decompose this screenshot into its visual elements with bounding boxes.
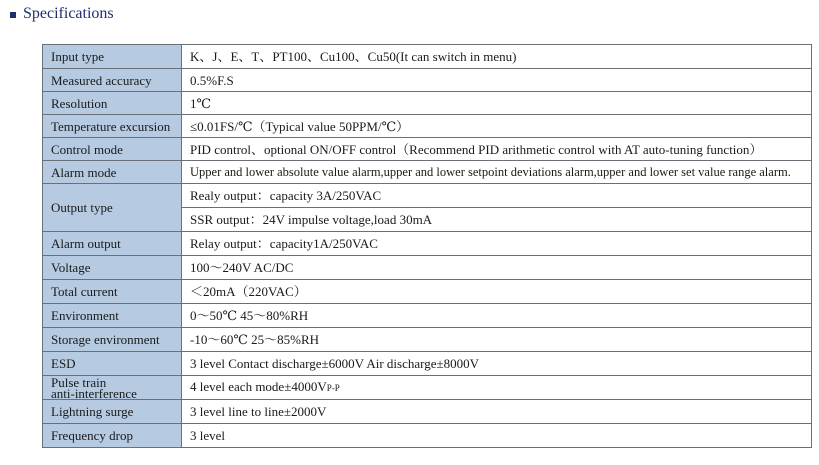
- row-label: ESD: [43, 352, 182, 376]
- row-label: Lightning surge: [43, 400, 182, 424]
- row-value-text: 4 level each mode±4000V: [190, 379, 327, 394]
- row-value: -10～60℃ 25～85%RH: [182, 328, 812, 352]
- row-label: Alarm output: [43, 232, 182, 256]
- table-row: [43, 115, 812, 138]
- table-row: [43, 45, 812, 69]
- row-value: Realy output：capacity 3A/250VAC: [182, 184, 812, 208]
- row-value: K、J、E、T、PT100、Cu100、Cu50(It can switch in menu): [182, 45, 812, 69]
- row-label: Environment: [43, 304, 182, 328]
- specifications-table: [42, 44, 812, 448]
- row-value: ≤0.01FS/℃（Typical value 50PPM/℃）: [182, 115, 812, 138]
- row-label: Input type: [43, 45, 182, 69]
- table-row: [43, 304, 812, 328]
- table-row: [43, 232, 812, 256]
- row-value: 3 level: [182, 424, 812, 448]
- section-heading: [10, 5, 114, 23]
- row-value: 0～50℃ 45～80%RH: [182, 304, 812, 328]
- row-label: Output type: [43, 184, 182, 232]
- row-label: [43, 376, 182, 400]
- table-row: [43, 138, 812, 161]
- table-row: [43, 256, 812, 280]
- row-value: 1℃: [182, 92, 812, 115]
- table-row: [43, 69, 812, 92]
- table-row: [43, 400, 812, 424]
- row-value: PID control、optional ON/OFF control（Recommend PID arithmetic control with AT auto-tuning function）: [182, 138, 812, 161]
- row-value: ＜20mA（220VAC）: [182, 280, 812, 304]
- row-label: Voltage: [43, 256, 182, 280]
- row-value: 0.5%F.S: [182, 69, 812, 92]
- row-value: SSR output：24V impulse voltage,load 30mA: [182, 208, 812, 232]
- row-label: Frequency drop: [43, 424, 182, 448]
- section-title: Specifications: [23, 5, 114, 22]
- table-row: [43, 328, 812, 352]
- row-label: Total current: [43, 280, 182, 304]
- row-value: 3 level Contact discharge±6000V Air discharge±8000V: [182, 352, 812, 376]
- table-row: [43, 161, 812, 184]
- row-label: Measured accuracy: [43, 69, 182, 92]
- table-row: [43, 376, 812, 400]
- row-value: 3 level line to line±2000V: [182, 400, 812, 424]
- row-label-line: anti-interference: [51, 385, 137, 400]
- row-value: Upper and lower absolute value alarm,upper and lower setpoint deviations alarm,upper and lower set value range alarm.: [182, 161, 812, 184]
- row-label: Storage environment: [43, 328, 182, 352]
- row-value: Relay output：capacity1A/250VAC: [182, 232, 812, 256]
- table-row: [43, 352, 812, 376]
- row-label: Control mode: [43, 138, 182, 161]
- row-label: Alarm mode: [43, 161, 182, 184]
- row-label: Temperature excursion: [43, 115, 182, 138]
- row-value: [182, 376, 812, 400]
- row-label-line: Pulse train: [51, 375, 107, 390]
- row-label: Resolution: [43, 92, 182, 115]
- square-bullet-icon: [10, 12, 16, 18]
- table-row: [43, 424, 812, 448]
- table-row: [43, 280, 812, 304]
- row-value: 100～240V AC/DC: [182, 256, 812, 280]
- row-value-suffix: P-P: [326, 383, 340, 393]
- table-row: [43, 92, 812, 115]
- table-row: [43, 184, 812, 208]
